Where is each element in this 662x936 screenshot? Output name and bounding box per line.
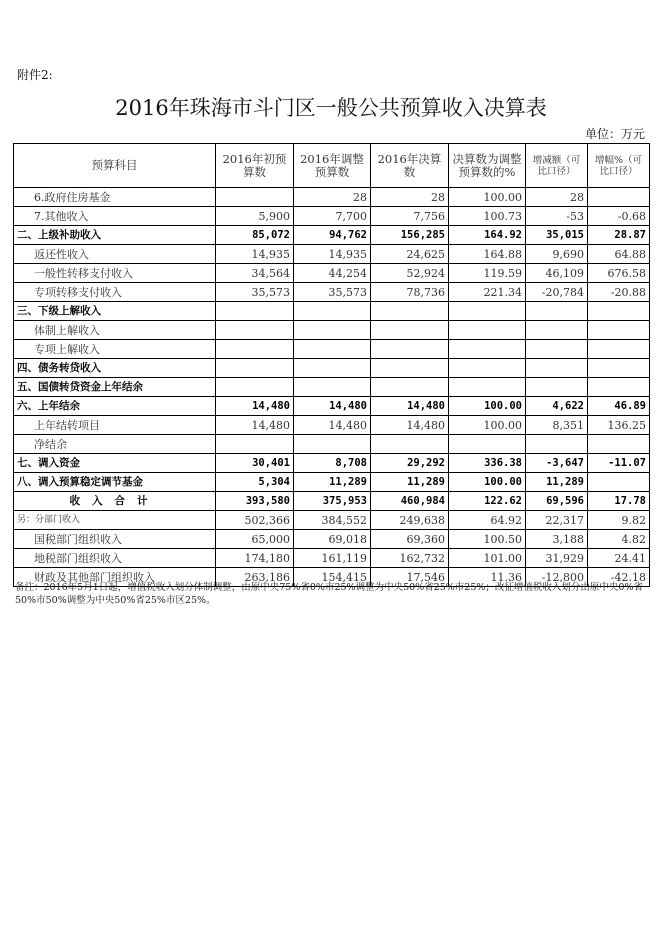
header-initial-budget: 2016年初预算数 — [216, 144, 294, 188]
cell-value: 17.78 — [588, 492, 650, 511]
cell-value — [588, 435, 650, 454]
cell-value: 249,638 — [371, 511, 449, 530]
table-row — [14, 226, 650, 245]
cell-value: 35,573 — [216, 283, 294, 302]
cell-value — [526, 359, 588, 378]
cell-value: 14,935 — [216, 245, 294, 264]
cell-value — [588, 188, 650, 207]
cell-value: 676.58 — [588, 264, 650, 283]
cell-value: 100.00 — [449, 473, 526, 492]
cell-value: 3,188 — [526, 530, 588, 549]
table-row — [14, 264, 650, 283]
row-label: 八、调入预算稳定调节基金 — [14, 473, 216, 492]
cell-value: 11,289 — [526, 473, 588, 492]
header-percent-of-adjusted: 决算数为调整预算数的% — [449, 144, 526, 188]
row-label: 一般性转移支付收入 — [14, 264, 216, 283]
row-label: 四、债务转贷收入 — [14, 359, 216, 378]
cell-value: 9,690 — [526, 245, 588, 264]
row-label: 上年结转项目 — [14, 416, 216, 435]
header-subject: 预算科目 — [14, 144, 216, 188]
cell-value: 101.00 — [449, 549, 526, 568]
cell-value — [588, 473, 650, 492]
row-label: 体制上解收入 — [14, 321, 216, 340]
cell-value — [526, 321, 588, 340]
cell-value: -3,647 — [526, 454, 588, 473]
remark-note: 备注：2016年5月1日起，增值税收入划分体制调整，由原中央75%省0%市25%调整为中央50%省25%市25%；改征增值税收入划分由原中央0%省50%市50%调整为中央50%省25%市区25%。 — [15, 582, 643, 606]
cell-value: 502,366 — [216, 511, 294, 530]
cell-value: 119.59 — [449, 264, 526, 283]
cell-value — [294, 435, 371, 454]
row-label: 六、上年结余 — [14, 397, 216, 416]
row-label: 另：分部门收入 — [14, 511, 216, 530]
cell-value: 8,351 — [526, 416, 588, 435]
row-label: 收入合计 — [14, 492, 216, 511]
cell-value: 11.36 — [449, 568, 526, 587]
cell-value — [294, 302, 371, 321]
table-row — [14, 549, 650, 568]
cell-value: 136.25 — [588, 416, 650, 435]
cell-value: 28.87 — [588, 226, 650, 245]
row-label: 财政及其他部门组织收入 — [14, 568, 216, 587]
table-row — [14, 321, 650, 340]
cell-value — [588, 359, 650, 378]
unit-label: 单位：万元 — [584, 127, 645, 141]
table-row — [14, 416, 650, 435]
cell-value: 174,180 — [216, 549, 294, 568]
cell-value: 28 — [294, 188, 371, 207]
cell-value: 14,480 — [371, 416, 449, 435]
cell-value: -53 — [526, 207, 588, 226]
cell-value: 14,480 — [294, 397, 371, 416]
table-row — [14, 359, 650, 378]
cell-value: 14,480 — [216, 416, 294, 435]
cell-value: 94,762 — [294, 226, 371, 245]
cell-value — [216, 302, 294, 321]
cell-value: 4,622 — [526, 397, 588, 416]
cell-value: 35,015 — [526, 226, 588, 245]
table-row — [14, 454, 650, 473]
cell-value: 11,289 — [294, 473, 371, 492]
cell-value: 162,732 — [371, 549, 449, 568]
row-label: 7.其他收入 — [14, 207, 216, 226]
cell-value — [294, 378, 371, 397]
cell-value: 100.00 — [449, 397, 526, 416]
cell-value: 64.92 — [449, 511, 526, 530]
cell-value: -11.07 — [588, 454, 650, 473]
row-label: 国税部门组织收入 — [14, 530, 216, 549]
table-row — [14, 530, 650, 549]
cell-value — [371, 378, 449, 397]
cell-value: 122.62 — [449, 492, 526, 511]
cell-value: 100.00 — [449, 416, 526, 435]
cell-value: -12,800 — [526, 568, 588, 587]
table-row — [14, 302, 650, 321]
cell-value: 161,119 — [294, 549, 371, 568]
cell-value — [216, 340, 294, 359]
row-label: 三、下级上解收入 — [14, 302, 216, 321]
cell-value — [294, 321, 371, 340]
cell-value — [526, 378, 588, 397]
table-row — [14, 340, 650, 359]
cell-value: 35,573 — [294, 283, 371, 302]
cell-value — [216, 435, 294, 454]
row-label: 返还性收入 — [14, 245, 216, 264]
cell-value: 31,929 — [526, 549, 588, 568]
table-header-row — [14, 144, 650, 188]
table-row — [14, 207, 650, 226]
cell-value: 393,580 — [216, 492, 294, 511]
cell-value: 384,552 — [294, 511, 371, 530]
cell-value: 30,401 — [216, 454, 294, 473]
table-row — [14, 397, 650, 416]
cell-value: 29,292 — [371, 454, 449, 473]
cell-value — [526, 302, 588, 321]
row-label: 二、上级补助收入 — [14, 226, 216, 245]
row-label: 七、调入资金 — [14, 454, 216, 473]
cell-value: 5,900 — [216, 207, 294, 226]
table-row — [14, 283, 650, 302]
cell-value — [588, 302, 650, 321]
cell-value — [371, 340, 449, 359]
cell-value — [371, 321, 449, 340]
cell-value — [216, 188, 294, 207]
cell-value: 460,984 — [371, 492, 449, 511]
cell-value: 100.50 — [449, 530, 526, 549]
table-row — [14, 245, 650, 264]
cell-value — [449, 340, 526, 359]
cell-value — [449, 435, 526, 454]
cell-value: 164.92 — [449, 226, 526, 245]
cell-value: 52,924 — [371, 264, 449, 283]
cell-value — [216, 359, 294, 378]
table-row — [14, 435, 650, 454]
cell-value: 9.82 — [588, 511, 650, 530]
cell-value: 28 — [526, 188, 588, 207]
cell-value: 156,285 — [371, 226, 449, 245]
cell-value: 375,953 — [294, 492, 371, 511]
cell-value — [526, 435, 588, 454]
cell-value: -20,784 — [526, 283, 588, 302]
table-row — [14, 378, 650, 397]
cell-value: -42.18 — [588, 568, 650, 587]
cell-value — [449, 321, 526, 340]
cell-value: 100.00 — [449, 188, 526, 207]
cell-value — [216, 378, 294, 397]
row-label: 五、国债转贷资金上年结余 — [14, 378, 216, 397]
header-change-amount: 增减额（可比口径） — [526, 144, 588, 188]
header-final-accounts: 2016年决算数 — [371, 144, 449, 188]
cell-value — [588, 321, 650, 340]
cell-value — [526, 340, 588, 359]
table-row — [14, 473, 650, 492]
cell-value: 100.73 — [449, 207, 526, 226]
cell-value: 69,596 — [526, 492, 588, 511]
cell-value: 14,480 — [294, 416, 371, 435]
table-row — [14, 188, 650, 207]
cell-value — [371, 302, 449, 321]
cell-value: 7,700 — [294, 207, 371, 226]
cell-value: 34,564 — [216, 264, 294, 283]
header-adjusted-budget: 2016年调整预算数 — [294, 144, 371, 188]
cell-value: 24.41 — [588, 549, 650, 568]
cell-value — [294, 340, 371, 359]
budget-table — [13, 143, 650, 587]
cell-value — [449, 378, 526, 397]
cell-value: 11,289 — [371, 473, 449, 492]
cell-value — [449, 302, 526, 321]
table-row — [14, 492, 650, 511]
row-label: 专项转移支付收入 — [14, 283, 216, 302]
cell-value: 69,018 — [294, 530, 371, 549]
row-label: 地税部门组织收入 — [14, 549, 216, 568]
cell-value: 22,317 — [526, 511, 588, 530]
cell-value: 14,480 — [216, 397, 294, 416]
cell-value — [371, 435, 449, 454]
cell-value — [294, 359, 371, 378]
cell-value: 263,186 — [216, 568, 294, 587]
cell-value: 46.89 — [588, 397, 650, 416]
row-label: 净结余 — [14, 435, 216, 454]
attachment-label: 附件2: — [17, 68, 53, 82]
cell-value — [449, 359, 526, 378]
cell-value: 7,756 — [371, 207, 449, 226]
cell-value: -20.88 — [588, 283, 650, 302]
cell-value: 14,480 — [371, 397, 449, 416]
cell-value: 28 — [371, 188, 449, 207]
cell-value: 78,736 — [371, 283, 449, 302]
row-label: 6.政府住房基金 — [14, 188, 216, 207]
cell-value: 24,625 — [371, 245, 449, 264]
cell-value: 221.34 — [449, 283, 526, 302]
page-title: 2016年珠海市斗门区一般公共预算收入决算表 — [115, 96, 547, 120]
cell-value: 14,935 — [294, 245, 371, 264]
header-growth-rate: 增幅%（可比口径） — [588, 144, 650, 188]
cell-value: 8,708 — [294, 454, 371, 473]
row-label: 专项上解收入 — [14, 340, 216, 359]
cell-value: 4.82 — [588, 530, 650, 549]
cell-value: 44,254 — [294, 264, 371, 283]
cell-value: 17,546 — [371, 568, 449, 587]
cell-value: 164.88 — [449, 245, 526, 264]
cell-value — [588, 378, 650, 397]
cell-value: 65,000 — [216, 530, 294, 549]
cell-value — [371, 359, 449, 378]
cell-value — [588, 340, 650, 359]
cell-value: 85,072 — [216, 226, 294, 245]
cell-value: -0.68 — [588, 207, 650, 226]
cell-value: 46,109 — [526, 264, 588, 283]
cell-value: 64.88 — [588, 245, 650, 264]
cell-value: 154,415 — [294, 568, 371, 587]
cell-value: 69,360 — [371, 530, 449, 549]
cell-value: 336.38 — [449, 454, 526, 473]
cell-value: 5,304 — [216, 473, 294, 492]
cell-value — [216, 321, 294, 340]
table-row — [14, 511, 650, 530]
